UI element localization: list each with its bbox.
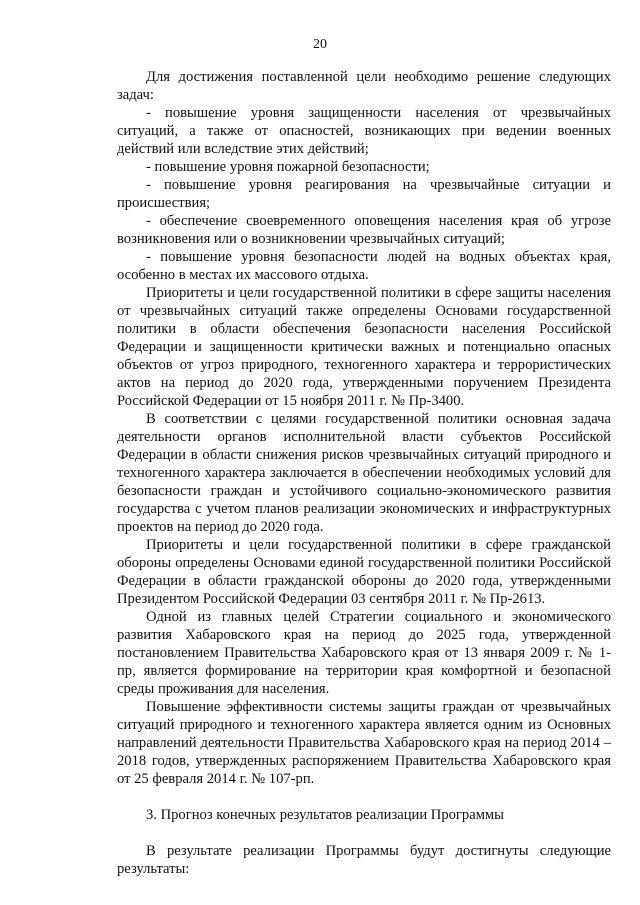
section-heading: 3. Прогноз конечных результатов реализации Программы — [146, 807, 504, 823]
closing-paragraph: В результате реализации Программы будут достигнуты следующие результаты: — [117, 843, 611, 877]
task-item-2: - повышение уровня пожарной безопасности; — [146, 159, 430, 175]
intro-paragraph: Для достижения поставленной цели необходимо решение следующих задач: — [117, 69, 611, 103]
strategy-paragraph: Одной из главных целей Стратегии социального и экономического развития Хабаровского края на период до 2025 года, утвержденной постановлением Правительства Хабаровского края от 13 января 2009 г. № 1-пр, является формирование на территории края комфортной и безопасной среды проживания для населения. — [117, 609, 611, 697]
task-item-1: - повышение уровня защищенности населения от чрезвычайных ситуаций, а также от опасностей, возникающих при ведении военных действий или вследствие этих действий; — [117, 105, 611, 157]
document-body — [117, 68, 611, 878]
civil-defense-paragraph: Приоритеты и цели государственной политики в сфере гражданской обороны определены Основами единой государственной политики Российской Федерации в области гражданской обороны до 2020 года, утвержденными Президентом Российской Федерации 03 сентября 2011 г. № Пр-2613. — [117, 537, 611, 607]
efficiency-paragraph: Повышение эффективности системы защиты граждан от чрезвычайных ситуаций природного и техногенного характера является одним из Основных направлений деятельности Правительства Хабаровского края на период 2014 – 2018 годов, утвержденных распоряжением Правительства Хабаровского края от 25 февраля 2014 г. № 107-рп. — [117, 699, 611, 787]
page-number: 20 — [313, 37, 327, 52]
policy-paragraph: В соответствии с целями государственной политики основная задача деятельности органов исполнительной власти субъектов Российской Федерации в области снижения рисков чрезвычайных ситуаций природного и техногенного характера заключается в обеспечении необходимых условий для безопасности граждан и устойчивого социально-экономического развития государства с учетом планов реализации экономических и инфраструктурных проектов на период до 2020 года. — [117, 411, 611, 535]
task-item-4: - обеспечение своевременного оповещения населения края об угрозе возникновения или о возникновении чрезвычайных ситуаций; — [117, 213, 611, 247]
priorities-paragraph: Приоритеты и цели государственной политики в сфере защиты населения от чрезвычайных ситуаций также определены Основами государственной политики в области обеспечения безопасности населения Российской Федерации и защищенности критически важных и потенциально опасных объектов от угроз природного, техногенного характера и террористических актов на период до 2020 года, утвержденными поручением Президента Российской Федерации от 15 ноября 2011 г. № Пр-3400. — [117, 285, 611, 409]
task-item-3: - повышение уровня реагирования на чрезвычайные ситуации и происшествия; — [117, 177, 611, 211]
task-item-5: - повышение уровня безопасности людей на водных объектах края, особенно в местах их массового отдыха. — [117, 249, 611, 283]
